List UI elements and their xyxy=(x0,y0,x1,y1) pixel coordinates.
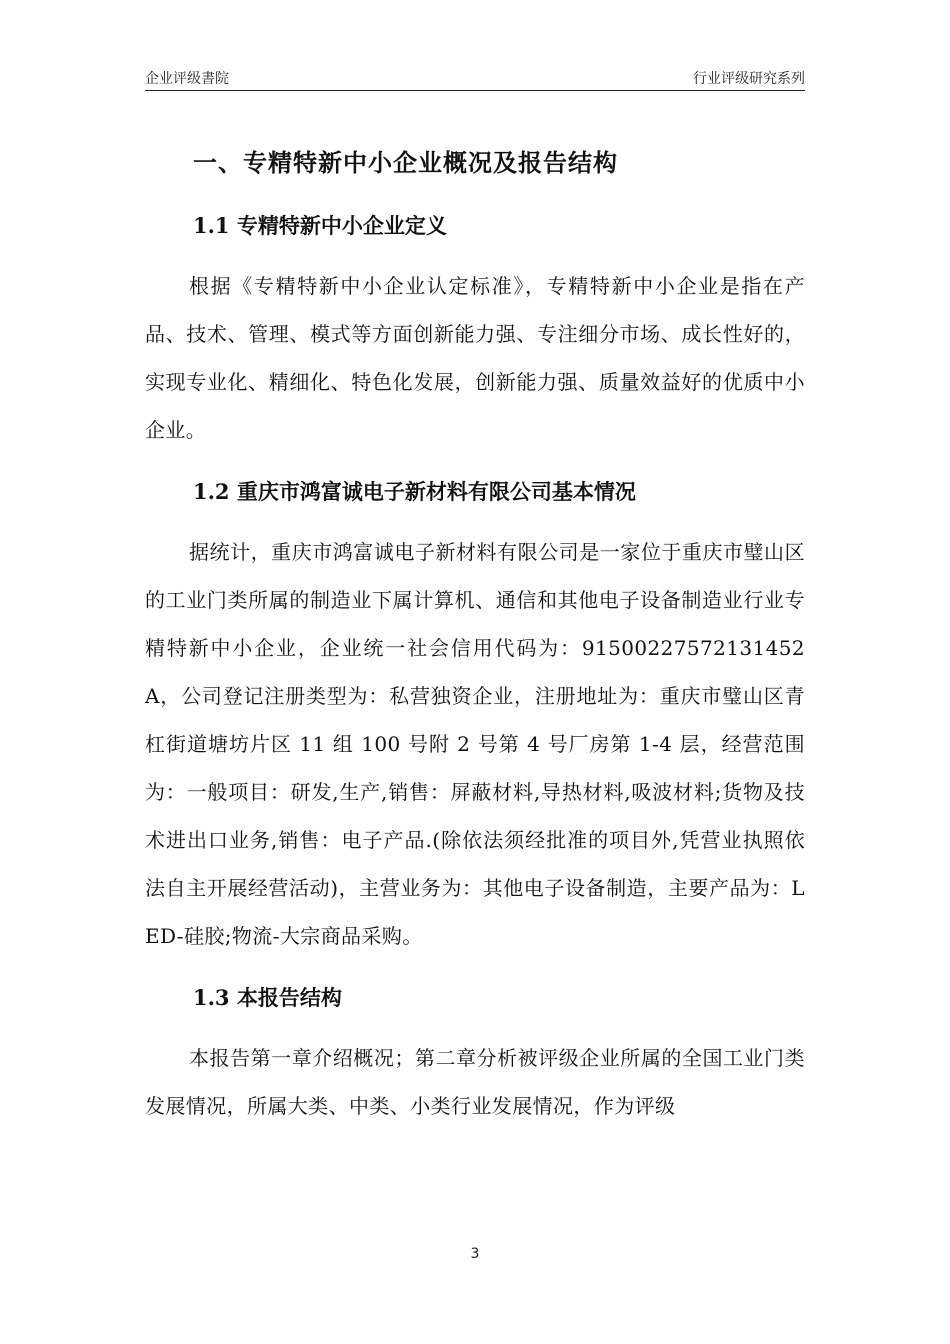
section-paragraph-1-3: 本报告第一章介绍概况；第二章分析被评级企业所属的全国工业门类发展情况，所属大类、中类、小类行业发展情况，作为评级 xyxy=(145,1046,805,1118)
section-title-1-3: 1.3 本报告结构 xyxy=(193,985,342,1010)
section-title-1-2: 1.2 重庆市鸿富诚电子新材料有限公司基本情况 xyxy=(193,479,636,504)
section-paragraph-1-1: 根据《专精特新中小企业认定标准》，专精特新中小企业是指在产品、技术、管理、模式等方面创新能力强、专注细分市场、成长性好的，实现专业化、精细化、特色化发展，创新能力强、质量效益好的优质中小企业。 xyxy=(145,274,805,442)
chapter-title: 一、专精特新中小企业概况及报告结构 xyxy=(193,148,618,177)
header-right-text: 行业评级研究系列 xyxy=(693,71,805,87)
page-number: 3 xyxy=(470,1246,480,1262)
page-header xyxy=(145,66,805,91)
page-content xyxy=(145,140,805,1130)
section-title-1-1: 1.1 专精特新中小企业定义 xyxy=(193,213,447,238)
section-paragraph-1-2: 据统计，重庆市鸿富诚电子新材料有限公司是一家位于重庆市璧山区的工业门类所属的制造业下属计算机、通信和其他电子设备制造业行业专精特新中小企业，企业统一社会信用代码为：91500227572131452A，公司登记注册类型为：私营独资企业，注册地址为：重庆市璧山区青杠街道塘坊片区 11 组 100 号附 2 号第 4 号厂房第 1-4 层，经营范围为：一般项目：研发,生产,销售：屏蔽材料,导热材料,吸波材料;货物及技术进出口业务,销售：电子产品.(除依法须经批准的项目外,凭营业执照依法自主开展经营活动)，主营业务为：其他电子设备制造，主要产品为：LED-硅胶;物流-大宗商品采购。 xyxy=(145,540,805,948)
header-left-text: 企业评级書院 xyxy=(145,71,229,87)
